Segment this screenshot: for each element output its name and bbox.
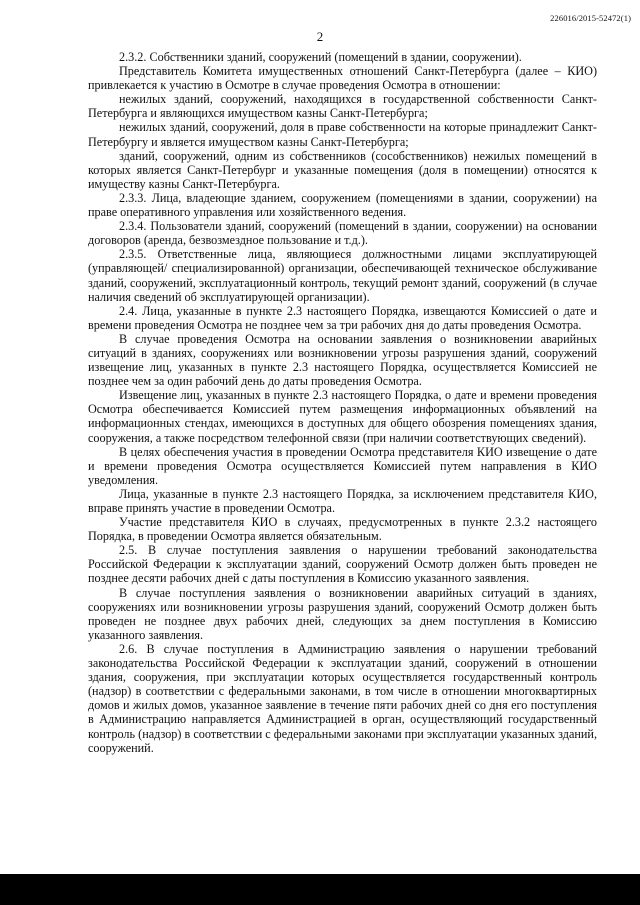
paragraph: нежилых зданий, сооружений, доля в праве собственности на которые принадлежит Санкт-Петербургу и является имуществом казны Санкт-Петербурга;: [88, 120, 597, 149]
paragraph: 2.4. Лица, указанные в пункте 2.3 настоящего Порядка, извещаются Комиссией о дате и времени проведения Осмотра не позднее чем за три рабочих дня до даты проведения Осмотра.: [88, 303, 597, 332]
page-number: 2: [316, 29, 324, 44]
paragraph: В целях обеспечения участия в проведении Осмотра представителя КИО извещение о дате и времени проведения Осмотра осуществляется Комиссией путем направления в КИО уведомления.: [88, 444, 597, 487]
document-body: [88, 50, 597, 755]
paragraph: 2.3.5. Ответственные лица, являющиеся должностными лицами эксплуатирующей (управляющей/ специализированной) организации, обеспечивающей техническое обслуживание зданий, сооружений, эксплуатационный контроль, текущий ремонт зданий, сооружений (в случае наличия сведений об эксплуатирующей организации).: [88, 247, 597, 304]
paragraph: Извещение лиц, указанных в пункте 2.3 настоящего Порядка, о дате и времени проведения Осмотра обеспечивается Комиссией путем размещения информационных объявлений на информационных стендах, имеющихся в доступных для общего обозрения помещениях здания, сооружения, а также посредством телефонной связи (при наличии соответствующих сведений).: [88, 388, 597, 445]
paragraph: зданий, сооружений, одним из собственников (сособственников) нежилых помещений в которых является Санкт-Петербург и указанные помещения (доля в помещении) относятся к имуществу казны Санкт-Петербурга.: [88, 148, 597, 191]
paragraph: 2.3.3. Лица, владеющие зданием, сооружением (помещениями в здании, сооружении) на праве оперативного управления или хозяйственного ведения.: [88, 190, 597, 220]
paragraph: 2.3.2. Собственники зданий, сооружений (помещений в здании, сооружении).: [119, 50, 522, 64]
paragraph: Участие представителя КИО в случаях, предусмотренных в пункте 2.3.2 настоящего Порядка, в проведении Осмотра является обязательным.: [88, 515, 597, 544]
document-number: 226016/2015-52472(1): [550, 13, 631, 23]
paragraph: В случае поступления заявления о возникновении аварийных ситуаций в зданиях, сооружениях или возникновении угрозы разрушения зданий, сооружений Осмотр должен быть проведен не позднее двух рабочих дней, следующих за днем поступления в Комиссию указанного заявления.: [88, 585, 597, 642]
paragraph: 2.6. В случае поступления в Администрацию заявления о нарушении требований законодательства Российской Федерации к эксплуатации зданий, сооружений в отношении здания, сооружения, при эксплуатации которых осуществляется государственный контроль (надзор) в соответствии с федеральными законами, в том числе в отношении многоквартирных домов и жилых домов, указанное заявление в течение пяти рабочих дней со дня его поступления в Администрацию направляется Администрацией в орган, осуществляющий государственный контроль (надзор) в соответствии с федеральными законами при эксплуатации указанных зданий, сооружений.: [88, 641, 597, 755]
paragraph: 2.5. В случае поступления заявления о нарушении требований законодательства Российской Федерации к эксплуатации зданий, сооружений Осмотр должен быть проведен не позднее десяти рабочих дней с даты поступления в Комиссию указанного заявления.: [88, 543, 597, 586]
scan-footer-bar: [0, 874, 640, 905]
paragraph: Представитель Комитета имущественных отношений Санкт-Петербурга (далее – КИО) привлекается к участию в Осмотре в случае проведения Осмотра в отношении:: [88, 64, 597, 93]
paragraph: нежилых зданий, сооружений, находящихся в государственной собственности Санкт-Петербурга и являющихся имуществом казны Санкт-Петербурга;: [88, 92, 597, 121]
paragraph: Лица, указанные в пункте 2.3 настоящего Порядка, за исключением представителя КИО, вправе принять участие в проведении Осмотра.: [88, 486, 597, 515]
paragraph: 2.3.4. Пользователи зданий, сооружений (помещений в здании, сооружении) на основании договоров (аренда, безвозмездное пользование и т.д.).: [88, 219, 597, 248]
paragraph: В случае проведения Осмотра на основании заявления о возникновении аварийных ситуаций в зданиях, сооружениях или возникновении угрозы разрушения зданий, сооружений извещение лиц, указанных в пункте 2.3 настоящего Порядка, осуществляется Комиссией не позднее чем за один рабочий день до даты проведения Осмотра.: [88, 331, 597, 389]
